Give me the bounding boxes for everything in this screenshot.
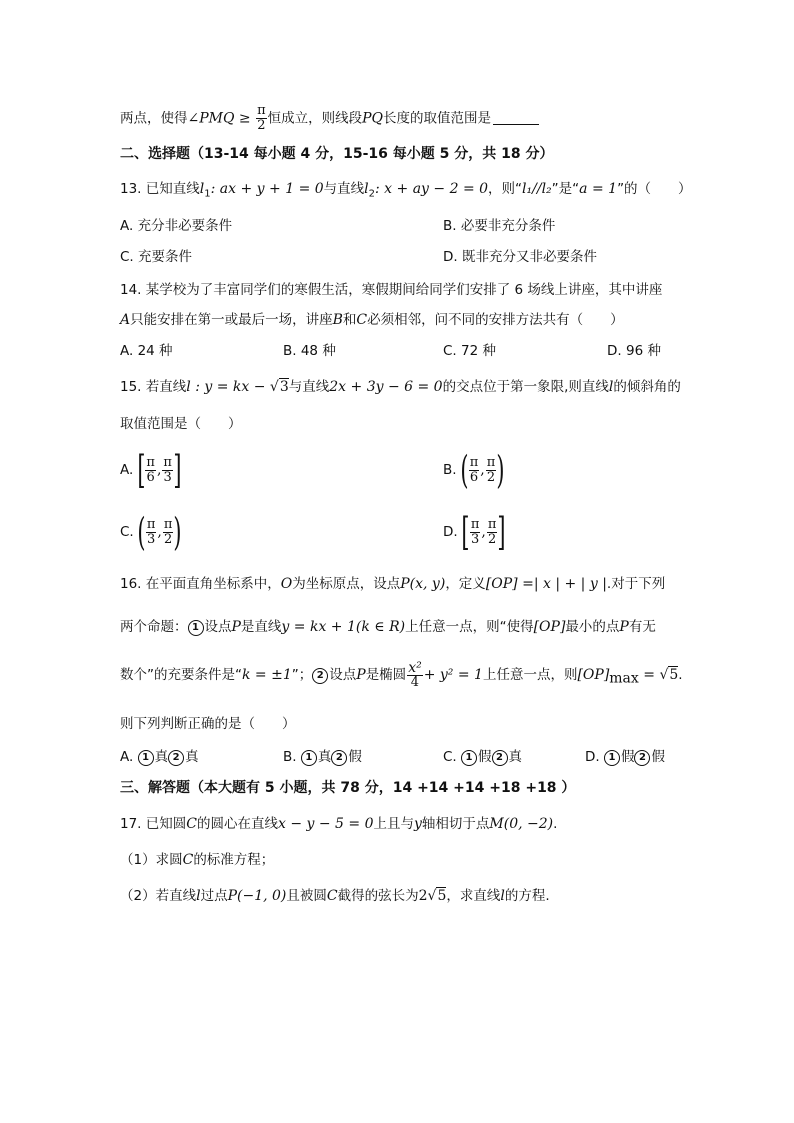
- q16-line2: [120, 618, 656, 636]
- q13-then: ，则“: [488, 181, 523, 197]
- den: 3: [146, 531, 156, 547]
- q13-cond: a = 1: [579, 181, 618, 197]
- q13-option-a[interactable]: A. 充分非必要条件: [120, 218, 233, 234]
- t: 假: [478, 749, 492, 765]
- circled-two-icon: 2: [312, 668, 328, 684]
- t: .对于下列: [606, 576, 666, 592]
- q15-stem: [120, 378, 681, 396]
- var: l: [196, 888, 201, 904]
- den: 3: [470, 531, 480, 547]
- q15-option-d[interactable]: [443, 510, 506, 554]
- t: （2）若直线: [120, 888, 197, 904]
- t: 过点: [200, 888, 228, 904]
- q13-eq2: : x + ay − 2 = 0: [375, 181, 489, 197]
- q16-ellipse-frac: [407, 661, 423, 690]
- q13-mid: 与直线: [323, 181, 365, 197]
- q15-d-frac2: [487, 518, 498, 547]
- den: 2: [487, 531, 497, 547]
- num: π: [470, 516, 480, 532]
- q15-c-rbracket: ): [173, 510, 182, 554]
- num: x²: [408, 659, 422, 676]
- q14-line2: [120, 311, 624, 329]
- t: A.: [120, 749, 138, 765]
- q13-l1: l: [199, 181, 205, 197]
- q15-c-frac2: [163, 518, 174, 547]
- comma: ,: [156, 462, 162, 478]
- den: 4: [410, 674, 420, 690]
- q14-option-d[interactable]: D. 96 种: [607, 343, 661, 359]
- t: 截得的弦长为: [337, 888, 419, 904]
- t: ，定义: [445, 576, 486, 592]
- q15-option-a[interactable]: [120, 448, 182, 492]
- t: （1）求圆: [120, 852, 183, 868]
- eq-sign: =: [638, 667, 660, 683]
- circled-two-icon: 2: [168, 750, 184, 766]
- var: P: [619, 619, 629, 635]
- t: 两个命题：: [120, 619, 188, 635]
- q15-eq2: 2x + 3y − 6 = 0: [329, 379, 443, 395]
- var: P: [356, 667, 366, 683]
- q16-origin: O: [280, 576, 293, 592]
- q14-line1: 14. 某学校为了丰富同学们的寒假生活，寒假期间给同学们安排了 6 场线上讲座，其中讲座: [120, 282, 663, 298]
- t: 真: [317, 749, 332, 765]
- circled-one-icon: 1: [604, 750, 620, 766]
- q13-option-c[interactable]: C. 充要条件: [120, 249, 193, 265]
- num: π: [487, 516, 497, 532]
- q17-part2: [120, 887, 550, 905]
- q16-line4: 则下列判断正确的是（ ）: [120, 716, 296, 732]
- q15-d-label: D.: [443, 524, 458, 540]
- den: 2: [163, 531, 173, 547]
- sub-max: max: [609, 670, 639, 687]
- var: C: [326, 888, 338, 904]
- q17-part1: [120, 851, 274, 869]
- q16-line1: [120, 575, 665, 593]
- q16-option-c[interactable]: [443, 748, 522, 766]
- q15-a-frac2: [162, 456, 173, 485]
- var: [OP]: [533, 619, 566, 635]
- t: 上任意一点，则“使得: [405, 619, 534, 635]
- t: 最小的点: [565, 619, 620, 635]
- q15-c-label: C.: [120, 524, 134, 540]
- t: 真: [154, 749, 169, 765]
- t: ”；: [291, 667, 313, 683]
- q15-b-lbracket: (: [460, 448, 469, 492]
- num: π: [486, 454, 496, 470]
- den: 6: [469, 469, 479, 485]
- q13-l2: l: [364, 181, 369, 197]
- comma: ,: [481, 524, 486, 540]
- q15-mid: 与直线: [288, 379, 330, 395]
- q12-fraction: [256, 104, 267, 133]
- t: 上且与: [373, 816, 414, 832]
- circled-one-icon: 1: [188, 620, 204, 636]
- t: 且被圆: [286, 888, 327, 904]
- circled-one-icon: 1: [461, 750, 477, 766]
- t: 有无: [628, 619, 656, 635]
- comma: ,: [480, 462, 485, 478]
- q13-stem: [120, 180, 692, 204]
- q14-option-b[interactable]: B. 48 种: [283, 343, 336, 359]
- q13-num: 13. 已知直线: [120, 181, 200, 197]
- circled-two-icon: 2: [331, 750, 347, 766]
- q16-k: k = ±1: [242, 667, 292, 683]
- q14-var-a: A: [120, 312, 131, 328]
- q15-a-label: A.: [120, 462, 134, 478]
- den: 6: [146, 469, 155, 485]
- q12-text2: 恒成立，则线段: [267, 110, 363, 127]
- q14-var-c: C: [356, 312, 368, 328]
- q14-text-d: 和: [342, 312, 357, 328]
- q17-stem: [120, 815, 557, 833]
- t: 为坐标原点，设点: [292, 576, 401, 592]
- q12-answer-blank[interactable]: [493, 124, 539, 125]
- q13-eq1: : ax + y + 1 = 0: [210, 181, 324, 197]
- den: 2: [486, 469, 496, 485]
- q15-b-frac1: [469, 456, 480, 485]
- q12-text3: 长度的取值范围是: [383, 110, 492, 127]
- q15-c-frac1: [146, 518, 157, 547]
- q15-d-rbracket: ]: [497, 510, 506, 554]
- t: 的圆心在直线: [196, 816, 278, 832]
- q16-definition: [OP] =| x | + | y |: [485, 576, 607, 592]
- q17-line-eq: x − y − 5 = 0: [277, 816, 374, 832]
- q13-l2-sub: 2: [368, 188, 376, 200]
- section2-title: 二、选择题（13-14 每小题 4 分，15-16 每小题 5 分，共 18 分）: [120, 146, 554, 162]
- t: 17. 已知圆: [120, 816, 187, 832]
- q16-option-b[interactable]: [283, 748, 362, 766]
- q15-d-frac1: [470, 518, 481, 547]
- q12-pq: PQ: [362, 110, 384, 127]
- q13-end: ”的（ ）: [617, 181, 692, 197]
- t: 数个”的充要条件是“: [120, 667, 242, 683]
- t: 设点: [329, 667, 357, 683]
- num: π: [146, 516, 156, 532]
- q13-option-b[interactable]: B. 必要非充分条件: [443, 218, 556, 234]
- t: 假: [348, 749, 362, 765]
- var: y: [414, 816, 422, 832]
- radicand: 5: [669, 667, 679, 683]
- q14-text-b: 只能安排在第一或最后一场，讲座: [130, 312, 333, 328]
- num: 2: [418, 888, 428, 904]
- q15-radicand: 3: [279, 379, 289, 395]
- circled-two-icon: 2: [492, 750, 508, 766]
- q13-option-d[interactable]: D. 既非充分又非必要条件: [443, 249, 597, 265]
- q16-ellipse-rest: + y² = 1: [423, 667, 483, 683]
- q15-line2: 取值范围是（ ）: [120, 416, 242, 432]
- q16-point: P(x, y): [400, 576, 446, 592]
- q15-a-rbracket: ]: [173, 448, 182, 492]
- q16-line3: [120, 660, 683, 694]
- circled-two-icon: 2: [634, 750, 650, 766]
- q13-l1-sub: 1: [204, 188, 211, 200]
- den: 3: [163, 469, 172, 485]
- t: 16. 在平面直角坐标系中，: [120, 576, 281, 592]
- var: C: [182, 852, 194, 868]
- q15-option-c[interactable]: [120, 510, 182, 554]
- q15-a-lbracket: [: [136, 448, 146, 492]
- num: π: [163, 516, 173, 532]
- q17-point-p: P(−1, 0): [227, 888, 287, 904]
- t: .: [678, 667, 683, 683]
- q14-text-f: 必须相邻，问不同的安排方法共有（ ）: [367, 312, 624, 328]
- q17-point-m: M(0, −2): [489, 816, 554, 832]
- q15-tail2: 的倾斜角的: [613, 379, 681, 395]
- q15-option-b[interactable]: [443, 448, 505, 492]
- q16-option-d[interactable]: [585, 748, 665, 766]
- t: 的标准方程；: [193, 852, 275, 868]
- q16-option-a[interactable]: [120, 748, 199, 766]
- t: C.: [443, 749, 462, 765]
- q12-frac-num: π: [257, 103, 266, 118]
- t: 轴相切于点: [421, 816, 490, 832]
- q12-angle: ∠PMQ ≥: [187, 110, 256, 127]
- q15-tail: 的交点位于第一象限,则直线: [442, 379, 609, 395]
- t: 假: [651, 749, 665, 765]
- t: D.: [585, 749, 604, 765]
- q16-line-eq: y = kx + 1(k ∈ R): [281, 619, 406, 635]
- q12-tail-line: [120, 104, 539, 133]
- num: π: [146, 454, 155, 470]
- t: 真: [185, 749, 199, 765]
- var: [OP]: [577, 667, 610, 683]
- t: ，求直线: [446, 888, 501, 904]
- q15-b-rbracket: ): [496, 448, 505, 492]
- q15-c-lbracket: (: [137, 510, 146, 554]
- circled-one-icon: 1: [138, 750, 154, 766]
- sqrt: √: [427, 888, 437, 904]
- t: 是直线: [240, 619, 282, 635]
- q15-sqrt: √: [269, 379, 279, 395]
- t: 上任意一点，则: [482, 667, 578, 683]
- t: 真: [508, 749, 523, 765]
- q14-option-a[interactable]: A. 24 种: [120, 343, 173, 359]
- sqrt: √: [659, 667, 669, 683]
- var: l: [500, 888, 505, 904]
- q15-b-frac2: [486, 456, 497, 485]
- q14-var-b: B: [332, 312, 343, 328]
- q15-b-label: B.: [443, 462, 457, 478]
- num: π: [469, 454, 479, 470]
- t: 假: [620, 749, 635, 765]
- q13-is: ”是“: [551, 181, 580, 197]
- q12-text: 两点，使得: [120, 110, 188, 127]
- var: P: [231, 619, 241, 635]
- q12-frac-den: 2: [257, 118, 266, 133]
- q15-l: l: [608, 379, 614, 395]
- t: 设点: [204, 619, 232, 635]
- t: 是椭圆: [365, 667, 407, 683]
- q14-option-c[interactable]: C. 72 种: [443, 343, 496, 359]
- q13-parallel: l₁//l₂: [522, 181, 552, 197]
- t: .: [553, 816, 558, 832]
- comma: ,: [157, 524, 162, 540]
- t: B.: [283, 749, 301, 765]
- q15-a-frac1: [145, 456, 156, 485]
- t: 的方程.: [504, 888, 550, 904]
- radicand: 5: [437, 888, 447, 904]
- q15-d-lbracket: [: [461, 510, 470, 554]
- var: C: [186, 816, 197, 832]
- circled-one-icon: 1: [301, 750, 317, 766]
- q15-num: 15. 若直线: [120, 379, 187, 395]
- section3-title: 三、解答题（本大题有 5 小题，共 78 分，14 +14 +14 +18 +18 ）: [120, 780, 576, 796]
- q15-eq1: l : y = kx −: [186, 379, 270, 395]
- num: π: [163, 454, 172, 470]
